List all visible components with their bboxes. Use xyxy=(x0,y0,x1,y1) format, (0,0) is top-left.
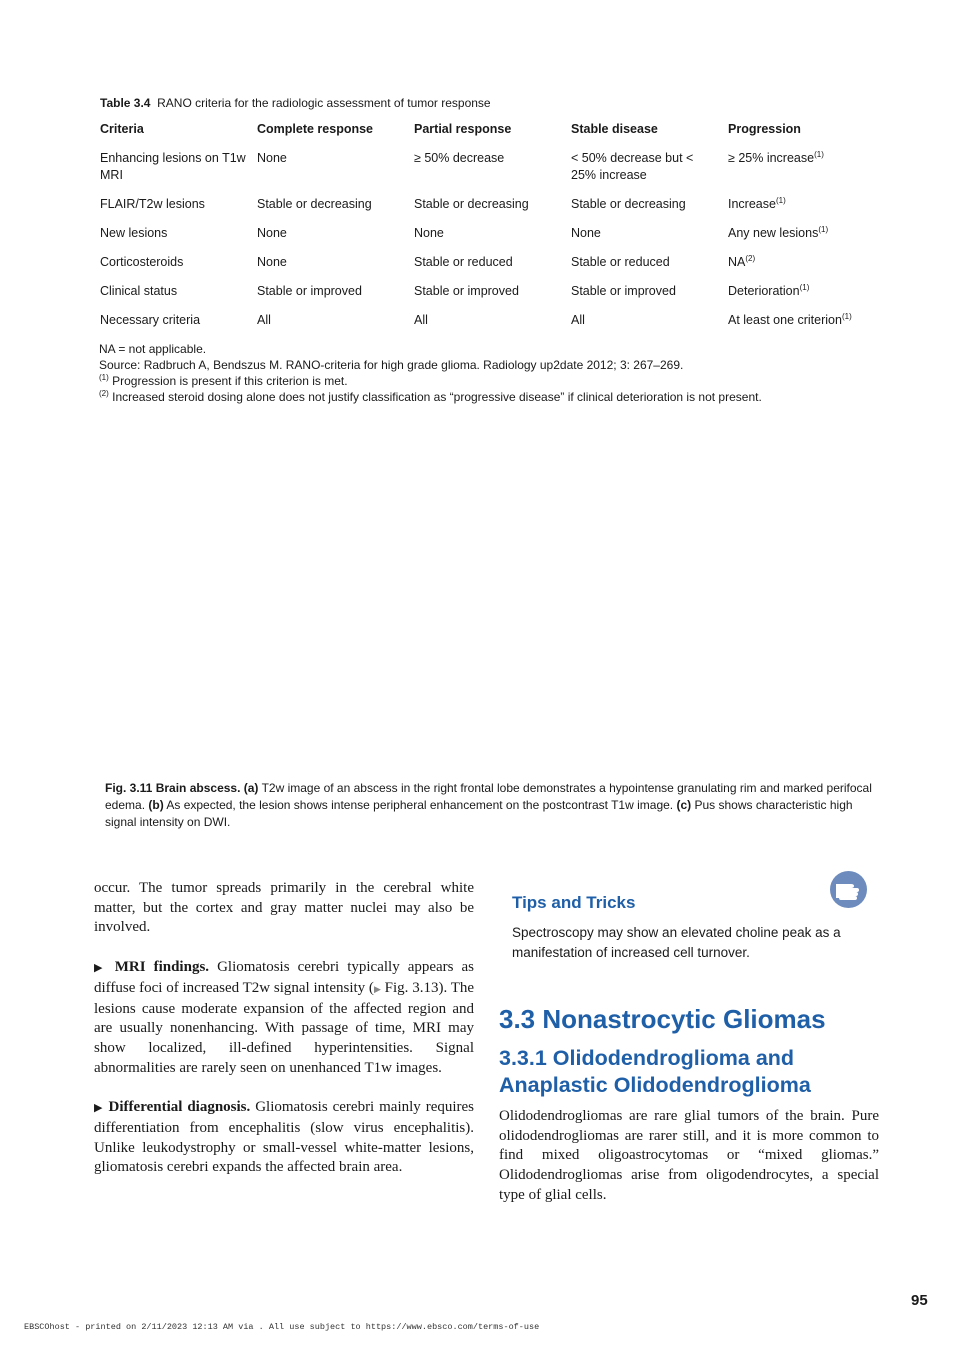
panel-a-text: T2w image of an abscess in the right frontal lobe demonstrates a hypointense granulating rim and marked perifocal edema. xyxy=(105,781,872,812)
tips-text: Spectroscopy may show an elevated choline peak as a manifestation of increased cell turnover. xyxy=(512,925,841,960)
footnote-mark: (1) xyxy=(818,224,829,234)
table-cell: None xyxy=(257,226,287,240)
table-row xyxy=(96,249,882,278)
triangle-bullet-icon: ▶ xyxy=(94,962,107,975)
left-column xyxy=(94,879,474,1178)
footnote-mark: (1) xyxy=(841,311,852,321)
footnote-mark: (1) xyxy=(814,149,824,159)
table-caption-text: RANO criteria for the radiologic assessment of tumor response xyxy=(157,96,491,110)
panel-b-text: As expected, the lesion shows intense peripheral enhancement on the postcontrast T1w image. xyxy=(166,798,674,812)
table-cell xyxy=(724,220,882,249)
panel-c-text: Pus shows characteristic high signal intensity on DWI. xyxy=(105,798,853,829)
mri-findings-paragraph xyxy=(94,958,474,1078)
cell-text: Deterioration xyxy=(728,284,800,298)
footnote-mark: (1) xyxy=(799,282,810,292)
table-cell: Stable or decreasing xyxy=(414,197,529,211)
mri-text-2: ). The lesions cause moderate expansion of the affected region and are usually nonenhancing. With passage of time, MRI may show localized, ill-defined hyperintensities. Signal abnormalities are rarely seen on unenhanced T1w images. xyxy=(94,979,475,1076)
section-heading: 3.3 Nonastrocytic Gliomas xyxy=(499,1004,826,1034)
table-cell xyxy=(724,249,882,278)
cell-text: NA xyxy=(728,255,746,269)
section-paragraph-text: Olidodendrogliomas are rare glial tumors of the brain. Pure olidodendrogliomas are rarer still, and it is more common to find mixed oligoastrocytomas or “mixed gliomas.” Olidodendrogliomas arise from oligodendrocytes, a special type of glial cells. xyxy=(499,1108,879,1203)
dd-text: Gliomatosis cerebri mainly requires differentiation from encephalitis (slow virus encephalitis). Unlike leukodystrophy or small-vessel white-matter lesions, gliomatosis cerebri expands the affected brain area. xyxy=(94,1099,475,1176)
differential-diagnosis-paragraph xyxy=(94,1098,474,1178)
table-cell: Necessary criteria xyxy=(100,313,201,327)
table-row xyxy=(96,144,882,191)
table-row xyxy=(96,191,882,220)
header-cell: Complete response xyxy=(257,122,374,136)
table-cell: All xyxy=(414,313,428,327)
intro-paragraph: occur. The tumor spreads primarily in the cerebral white matter, but the cortex and gray matter nuclei may also be involved. xyxy=(94,880,474,936)
cell-text: Any new lesions xyxy=(728,226,819,240)
figure-ref-link[interactable]: Fig. 3.13 xyxy=(384,979,439,996)
table-cell: Stable or reduced xyxy=(571,255,670,269)
table-cell: None xyxy=(257,151,287,165)
dd-label: Differential diagnosis. xyxy=(108,1099,251,1116)
table-notes xyxy=(99,341,879,405)
figure-label: Fig. 3.11 xyxy=(105,781,153,795)
table-cell xyxy=(724,144,882,191)
footnote-mark: (1) xyxy=(775,195,786,205)
table-cell: Stable or improved xyxy=(257,284,362,298)
page-number: 95 xyxy=(911,1292,928,1309)
subsection-heading: 3.3.1 Olidodendroglioma and Anaplastic Olidodendroglioma xyxy=(499,1046,811,1097)
table-cell: None xyxy=(571,226,601,240)
triangle-ref-icon: ▶ xyxy=(373,983,381,994)
cell-text: At least one criterion xyxy=(728,313,842,327)
table-cell: ≥ 50% decrease xyxy=(414,151,505,165)
footnote-mark: (2) xyxy=(99,389,109,398)
table-cell: None xyxy=(414,226,444,240)
table-cell: Stable or improved xyxy=(571,284,676,298)
panel-a-label: (a) xyxy=(243,781,259,795)
section-paragraph xyxy=(499,1107,879,1206)
table-row xyxy=(96,307,882,336)
cell-text: ≥ 25% increase xyxy=(728,151,815,165)
footnote-2 xyxy=(99,389,879,405)
mri-text-1: Gliomatosis cerebri typically appears as diffuse foci of increased T2w signal intensity ( xyxy=(94,959,475,996)
header-cell: Stable disease xyxy=(571,122,658,136)
triangle-bullet-icon: ▶ xyxy=(94,1102,104,1115)
table-cell: All xyxy=(257,313,271,327)
table-cell: Clinical status xyxy=(100,284,178,298)
header-cell: Progression xyxy=(728,122,801,136)
table-row xyxy=(96,220,882,249)
footnote-text: Progression is present if this criterion is met. xyxy=(112,374,348,388)
table-cell: None xyxy=(257,255,287,269)
table-cell: New lesions xyxy=(100,226,168,240)
cell-text: Increase xyxy=(728,197,776,211)
figure-title: Brain abscess. xyxy=(155,781,241,795)
table-cell: Stable or reduced xyxy=(414,255,513,269)
header-cell: Partial response xyxy=(414,122,512,136)
table-header-row xyxy=(96,118,882,144)
table-cell: Stable or decreasing xyxy=(571,197,686,211)
table-cell: Enhancing lesions on T1w MRI xyxy=(100,151,246,182)
table-cell: Corticosteroids xyxy=(100,255,184,269)
table-cell xyxy=(724,191,882,220)
table-label: Table 3.4 xyxy=(100,96,151,110)
table-cell: All xyxy=(571,313,585,327)
header-cell: Criteria xyxy=(100,122,144,136)
panel-b-label: (b) xyxy=(148,798,164,812)
rano-criteria-table xyxy=(96,118,882,336)
table-cell: FLAIR/T2w lesions xyxy=(100,197,205,211)
mri-findings-label: MRI findings. xyxy=(114,959,210,976)
table-cell: Stable or decreasing xyxy=(257,197,372,211)
table-cell: Stable or improved xyxy=(414,284,519,298)
panel-c-label: (c) xyxy=(676,798,692,812)
figure-caption xyxy=(105,780,875,831)
footnote-text: Increased steroid dosing alone does not justify classification as “progressive disease” if clinical deterioration is not present. xyxy=(112,390,762,404)
tips-title: Tips and Tricks xyxy=(512,893,636,912)
na-note: NA = not applicable. xyxy=(99,342,207,356)
table-cell xyxy=(724,278,882,307)
pointing-hand-icon xyxy=(830,871,867,908)
footnote-mark: (1) xyxy=(99,373,109,382)
source-note: Source: Radbruch A, Bendszus M. RANO-criteria for high grade glioma. Radiology up2date 2012; 3: 267–269. xyxy=(99,358,684,372)
footnote-1 xyxy=(99,373,879,389)
table-cell: < 50% decrease but < 25% increase xyxy=(571,151,694,182)
table-cell xyxy=(724,307,882,336)
table-row xyxy=(96,278,882,307)
print-footer: EBSCOhost - printed on 2/11/2023 12:13 AM via . All use subject to https://www.ebsco.com/terms-of-use xyxy=(24,1322,540,1332)
table-caption xyxy=(100,96,491,110)
footnote-mark: (2) xyxy=(745,253,756,263)
